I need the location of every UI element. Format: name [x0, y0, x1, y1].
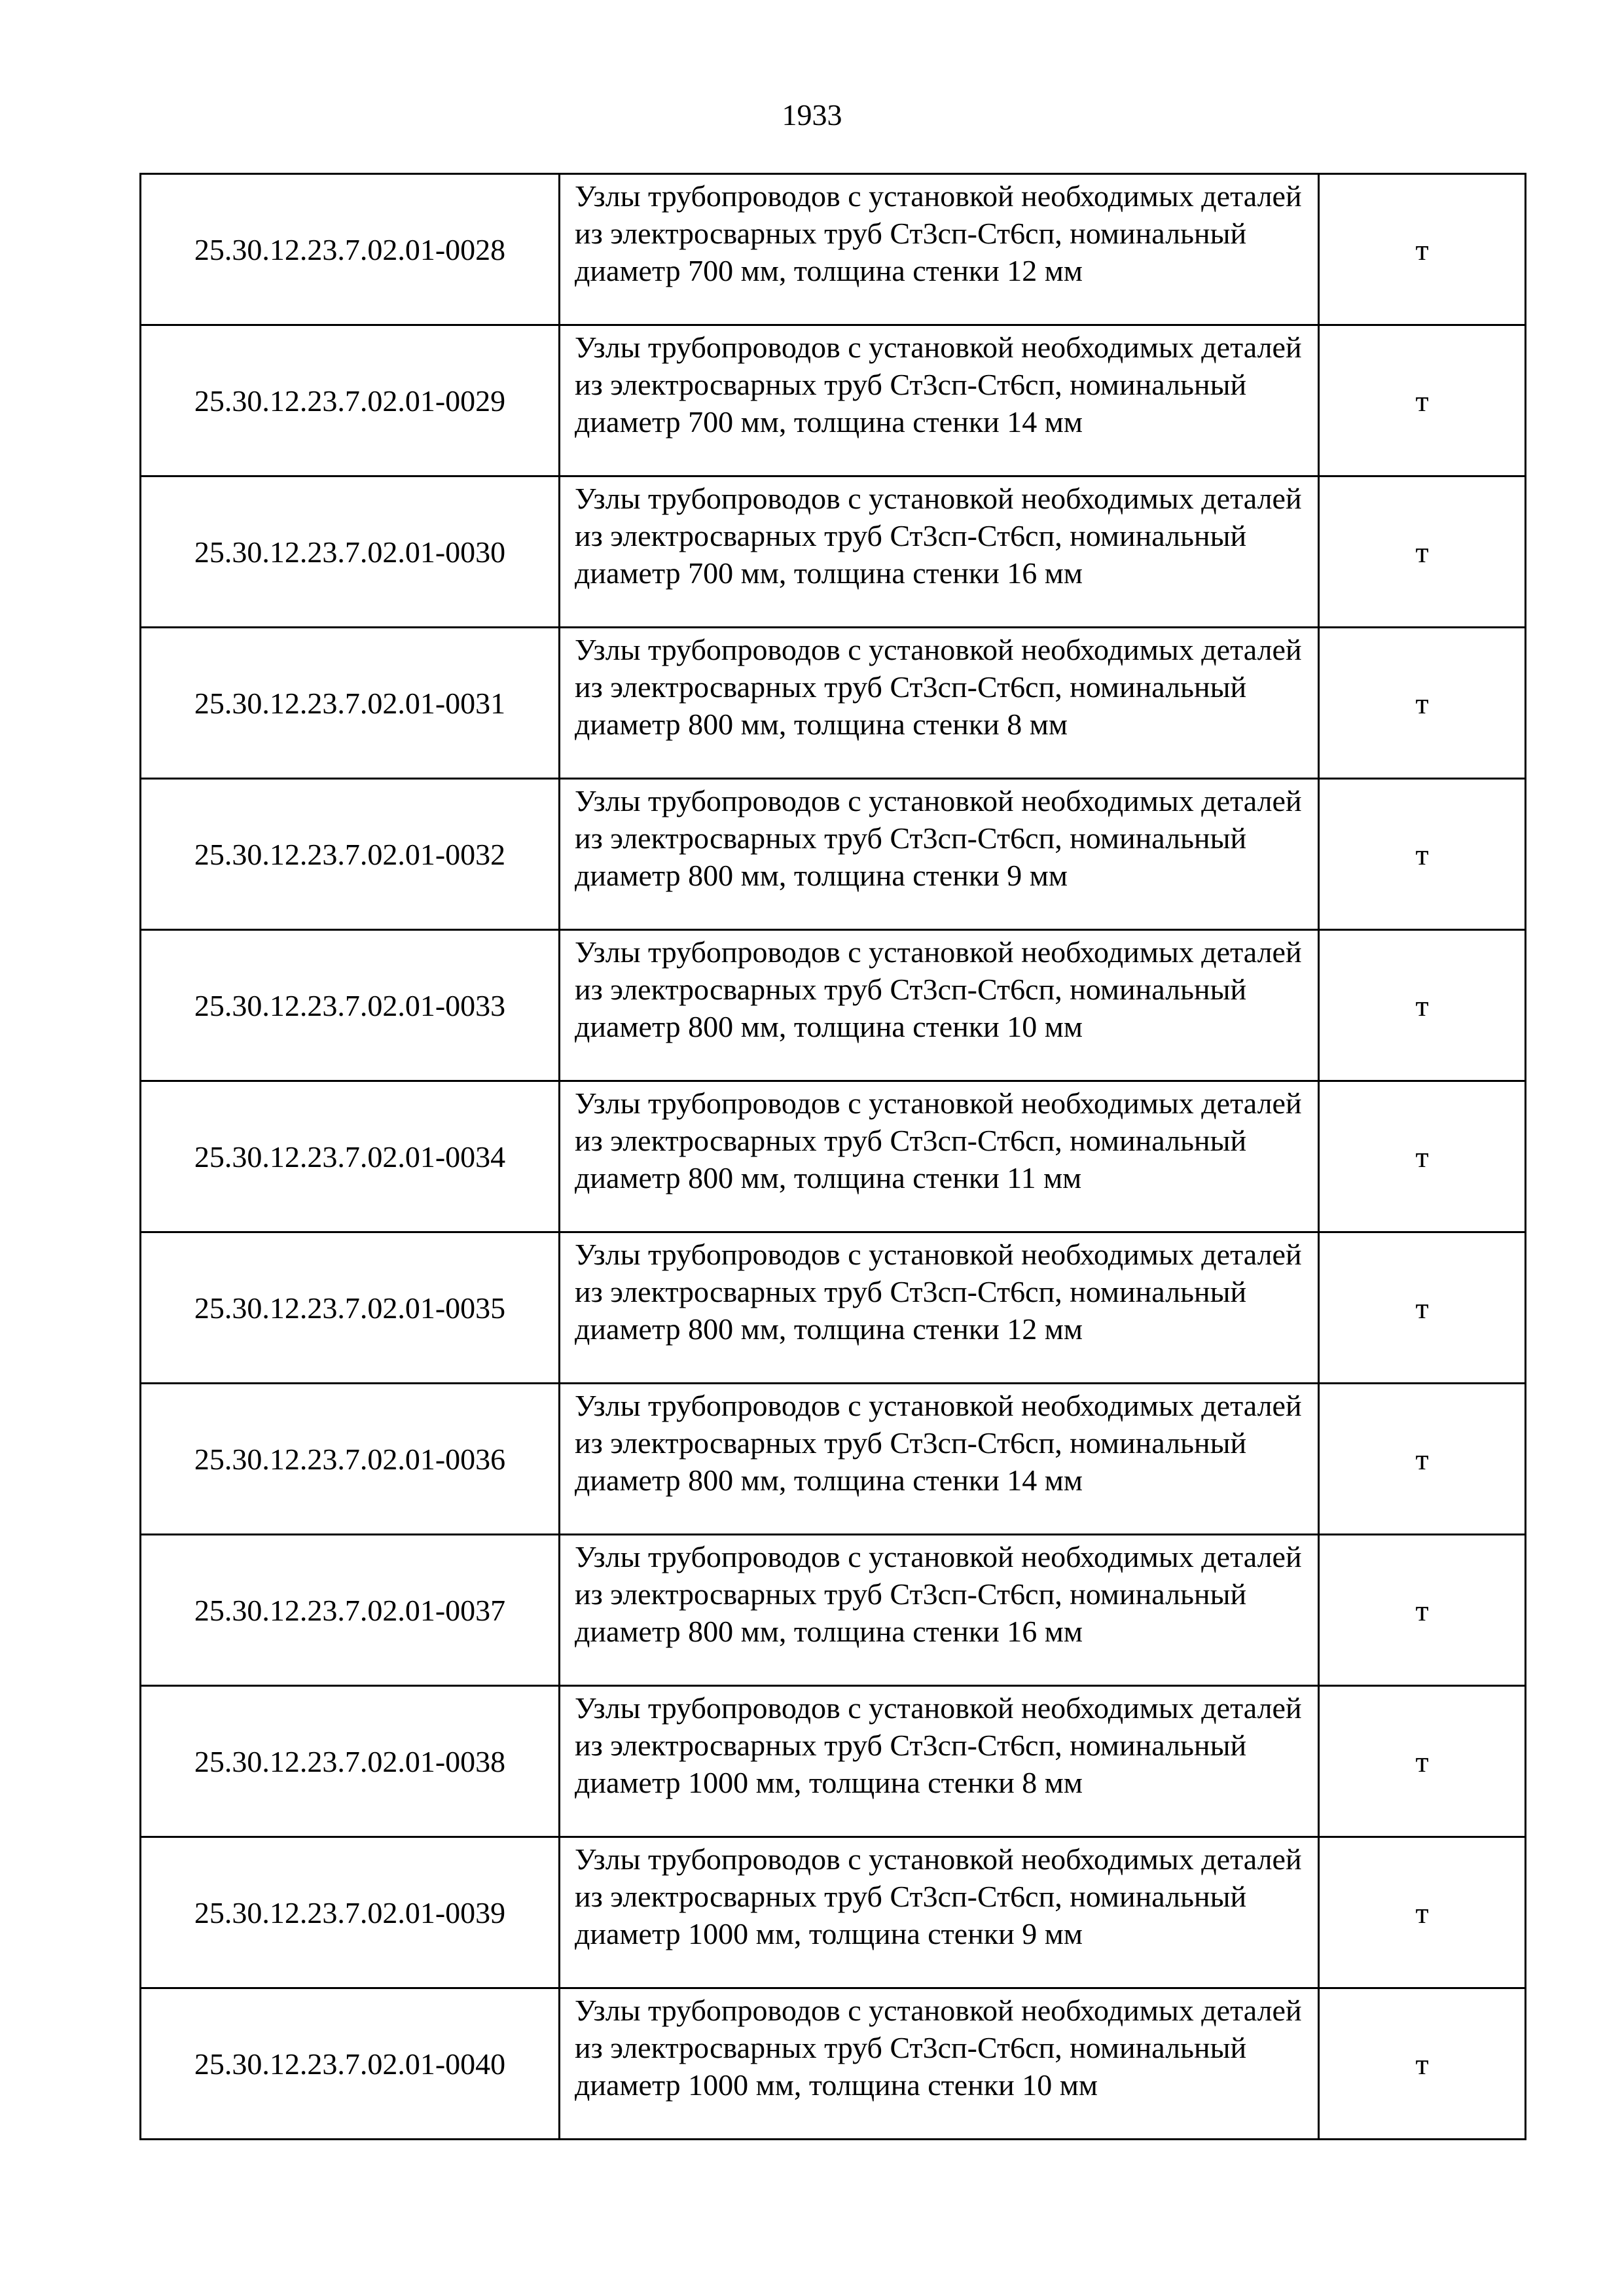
item-code: 25.30.12.23.7.02.01-0040	[141, 1988, 560, 2140]
item-unit: т	[1319, 1081, 1526, 1232]
item-code: 25.30.12.23.7.02.01-0037	[141, 1535, 560, 1686]
item-description: Узлы трубопроводов с установкой необходимых деталей из электросварных труб Ст3сп-Ст6сп, номинальный диаметр 800 мм, толщина стенки 11 мм	[560, 1081, 1319, 1232]
table-row	[141, 1837, 1526, 1988]
item-description: Узлы трубопроводов с установкой необходимых деталей из электросварных труб Ст3сп-Ст6сп, номинальный диаметр 700 мм, толщина стенки 12 мм	[560, 174, 1319, 325]
item-unit: т	[1319, 1686, 1526, 1837]
item-unit: т	[1319, 1837, 1526, 1988]
resource-table	[139, 173, 1526, 2140]
item-code: 25.30.12.23.7.02.01-0030	[141, 476, 560, 628]
item-description: Узлы трубопроводов с установкой необходимых деталей из электросварных труб Ст3сп-Ст6сп, номинальный диаметр 800 мм, толщина стенки 8 мм	[560, 628, 1319, 779]
item-code: 25.30.12.23.7.02.01-0033	[141, 930, 560, 1081]
table-row	[141, 174, 1526, 325]
item-code: 25.30.12.23.7.02.01-0031	[141, 628, 560, 779]
item-unit: т	[1319, 476, 1526, 628]
item-code: 25.30.12.23.7.02.01-0038	[141, 1686, 560, 1837]
item-description: Узлы трубопроводов с установкой необходимых деталей из электросварных труб Ст3сп-Ст6сп, номинальный диаметр 700 мм, толщина стенки 14 мм	[560, 325, 1319, 476]
item-unit: т	[1319, 325, 1526, 476]
item-code: 25.30.12.23.7.02.01-0035	[141, 1232, 560, 1384]
table-row	[141, 1535, 1526, 1686]
table-row	[141, 325, 1526, 476]
item-description: Узлы трубопроводов с установкой необходимых деталей из электросварных труб Ст3сп-Ст6сп, номинальный диаметр 1000 мм, толщина стенки 8 мм	[560, 1686, 1319, 1837]
item-unit: т	[1319, 628, 1526, 779]
item-code: 25.30.12.23.7.02.01-0028	[141, 174, 560, 325]
item-code: 25.30.12.23.7.02.01-0032	[141, 779, 560, 930]
table-row	[141, 1686, 1526, 1837]
item-unit: т	[1319, 1232, 1526, 1384]
item-code: 25.30.12.23.7.02.01-0029	[141, 325, 560, 476]
item-description: Узлы трубопроводов с установкой необходимых деталей из электросварных труб Ст3сп-Ст6сп, номинальный диаметр 800 мм, толщина стенки 14 мм	[560, 1384, 1319, 1535]
page-number: 1933	[782, 98, 842, 132]
item-code: 25.30.12.23.7.02.01-0039	[141, 1837, 560, 1988]
table-row	[141, 1988, 1526, 2140]
table-row	[141, 930, 1526, 1081]
item-description: Узлы трубопроводов с установкой необходимых деталей из электросварных труб Ст3сп-Ст6сп, номинальный диаметр 1000 мм, толщина стенки 9 мм	[560, 1837, 1319, 1988]
item-description: Узлы трубопроводов с установкой необходимых деталей из электросварных труб Ст3сп-Ст6сп, номинальный диаметр 700 мм, толщина стенки 16 мм	[560, 476, 1319, 628]
table-row	[141, 628, 1526, 779]
item-code: 25.30.12.23.7.02.01-0036	[141, 1384, 560, 1535]
item-unit: т	[1319, 1988, 1526, 2140]
item-code: 25.30.12.23.7.02.01-0034	[141, 1081, 560, 1232]
table-row	[141, 476, 1526, 628]
item-unit: т	[1319, 930, 1526, 1081]
item-unit: т	[1319, 779, 1526, 930]
table-row	[141, 1384, 1526, 1535]
item-unit: т	[1319, 1384, 1526, 1535]
item-description: Узлы трубопроводов с установкой необходимых деталей из электросварных труб Ст3сп-Ст6сп, номинальный диаметр 1000 мм, толщина стенки 10 мм	[560, 1988, 1319, 2140]
item-unit: т	[1319, 174, 1526, 325]
item-description: Узлы трубопроводов с установкой необходимых деталей из электросварных труб Ст3сп-Ст6сп, номинальный диаметр 800 мм, толщина стенки 9 мм	[560, 779, 1319, 930]
table-row	[141, 779, 1526, 930]
item-unit: т	[1319, 1535, 1526, 1686]
item-description: Узлы трубопроводов с установкой необходимых деталей из электросварных труб Ст3сп-Ст6сп, номинальный диаметр 800 мм, толщина стенки 12 мм	[560, 1232, 1319, 1384]
item-description: Узлы трубопроводов с установкой необходимых деталей из электросварных труб Ст3сп-Ст6сп, номинальный диаметр 800 мм, толщина стенки 16 мм	[560, 1535, 1319, 1686]
item-description: Узлы трубопроводов с установкой необходимых деталей из электросварных труб Ст3сп-Ст6сп, номинальный диаметр 800 мм, толщина стенки 10 мм	[560, 930, 1319, 1081]
table-row	[141, 1081, 1526, 1232]
table-row	[141, 1232, 1526, 1384]
